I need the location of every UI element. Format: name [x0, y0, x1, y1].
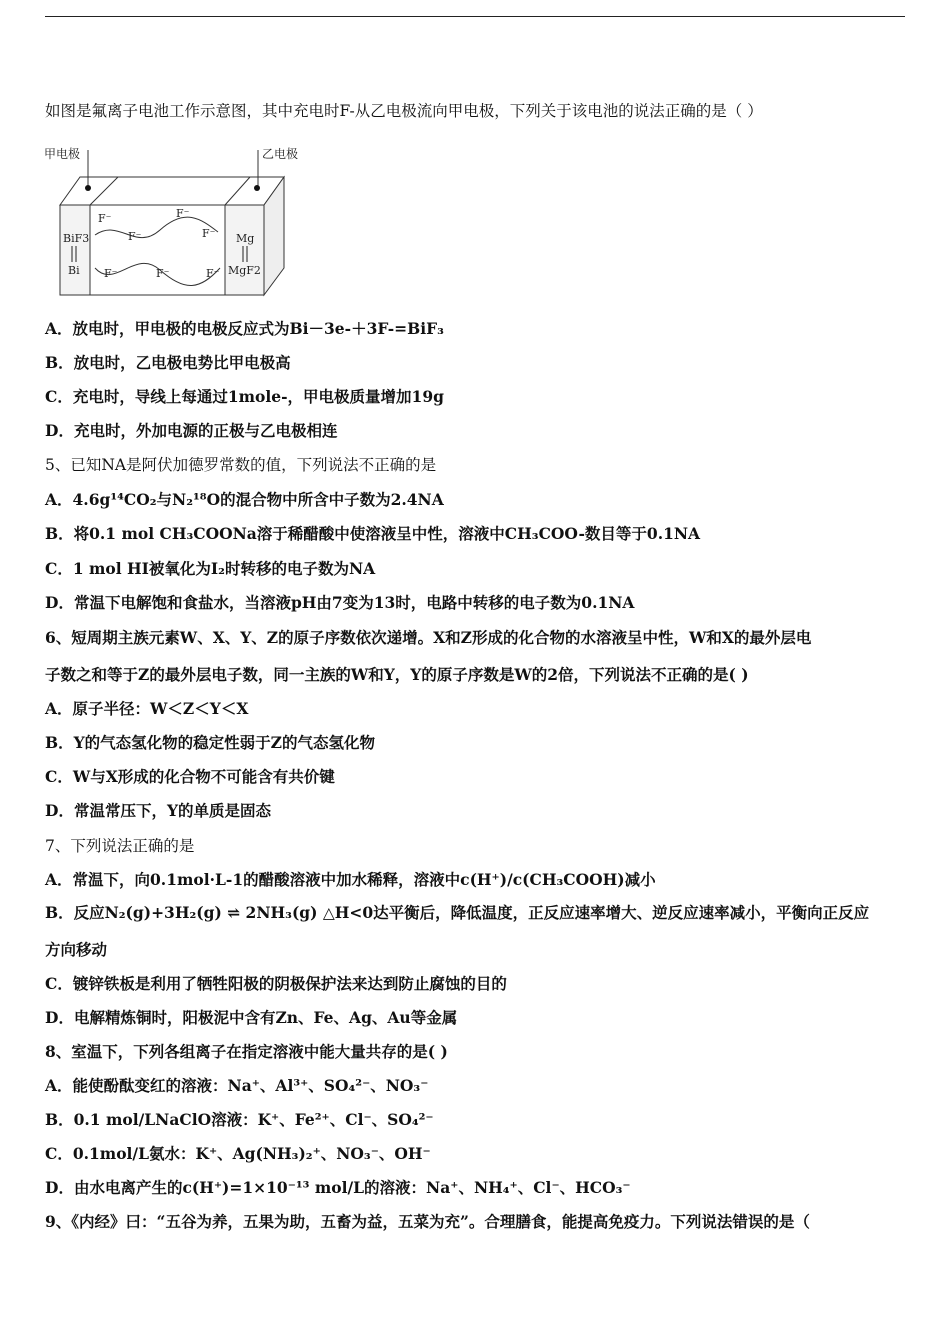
q8-option-b: B．0.1 mol/LNaClO溶液：K⁺、Fe²⁺、Cl⁻、SO₄²⁻ — [45, 1110, 434, 1129]
q6-stem-line2: 子数之和等于Z的最外层电子数，同一主族的W和Y，Y的原子序数是W的2倍，下列说法不正确的是( ) — [45, 665, 749, 684]
q7-option-a: A．常温下，向0.1mol·L-1的醋酸溶液中加水稀释，溶液中c(H⁺)/c(CH₃COOH)减小 — [45, 870, 656, 889]
ion-label-5: F⁻ — [104, 267, 118, 280]
terminal-dot-yi — [254, 185, 260, 191]
q7-option-b-line1: B．反应N₂(g)+3H₂(g) ⇌ 2NH₃(g) △H<0达平衡后，降低温度，正反应速率增大、逆反应速率减小，平衡向正反应 — [45, 903, 870, 922]
q6-option-b: B．Y的气态氢化物的稳定性弱于Z的气态氢化物 — [45, 733, 375, 752]
label-jia-electrode: 甲电极 — [44, 147, 81, 161]
q4-option-c: C．充电时，导线上每通过1mole-，甲电极质量增加19g — [45, 387, 444, 406]
q8-stem: 8、室温下，下列各组离子在指定溶液中能大量共存的是( ) — [45, 1042, 448, 1061]
ion-label-7: F⁻ — [206, 267, 220, 280]
q7-option-d: D．电解精炼铜时，阳极泥中含有Zn、Fe、Ag、Au等金属 — [45, 1008, 458, 1027]
q7-option-c: C．镀锌铁板是利用了牺牲阳极的阴极保护法来达到防止腐蚀的目的 — [45, 974, 507, 993]
ion-label-4: F⁻ — [202, 227, 216, 240]
q4-option-d: D．充电时，外加电源的正极与乙电极相连 — [45, 421, 338, 440]
terminal-dot-jia — [85, 185, 91, 191]
q8-option-c: C．0.1mol/L氨水：K⁺、Ag(NH₃)₂⁺、NO₃⁻、OH⁻ — [45, 1144, 431, 1163]
q6-stem-line1: 6、短周期主族元素W、X、Y、Z的原子序数依次递增。X和Z形成的化合物的水溶液呈中性，W和X的最外层电 — [45, 628, 812, 647]
q5-option-a: A．4.6g¹⁴CO₂与N₂¹⁸O的混合物中所含中子数为2.4NA — [45, 490, 444, 509]
label-mgf2: MgF2 — [228, 264, 261, 277]
q5-option-d: D．常温下电解饱和食盐水，当溶液pH由7变为13时，电路中转移的电子数为0.1NA — [45, 593, 635, 612]
q5-option-c: C．1 mol HI被氧化为I₂时转移的电子数为NA — [45, 559, 376, 578]
q6-option-d: D．常温常压下，Y的单质是固态 — [45, 801, 272, 820]
q7-stem: 7、下列说法正确的是 — [45, 837, 195, 855]
q5-stem: 5、已知NA是阿伏加德罗常数的值，下列说法不正确的是 — [45, 456, 437, 474]
q6-option-a: A．原子半径：W＜Z＜Y＜X — [45, 699, 249, 718]
q7-option-b-line2: 方向移动 — [45, 940, 108, 959]
q8-option-a: A．能使酚酞变红的溶液：Na⁺、Al³⁺、SO₄²⁻、NO₃⁻ — [45, 1076, 429, 1095]
battery-diagram — [40, 140, 320, 305]
label-bif3: BiF3 — [63, 232, 90, 245]
label-bi: Bi — [68, 264, 80, 277]
label-mg: Mg — [236, 232, 255, 245]
q4-option-a: A．放电时，甲电极的电极反应式为Bi－3e-＋3F-=BiF₃ — [45, 319, 444, 338]
ion-label-3: F⁻ — [176, 207, 190, 220]
top-rule — [45, 16, 905, 17]
q4-option-b: B．放电时，乙电极电势比甲电极高 — [45, 353, 291, 372]
ion-label-6: F⁻ — [156, 267, 170, 280]
label-yi-electrode: 乙电极 — [262, 147, 299, 161]
question-intro: 如图是氟离子电池工作示意图，其中充电时F-从乙电极流向甲电极，下列关于该电池的说法正确的是（ ） — [45, 102, 763, 120]
q8-option-d: D．由水电离产生的c(H⁺)=1×10⁻¹³ mol/L的溶液：Na⁺、NH₄⁺、Cl⁻、HCO₃⁻ — [45, 1178, 631, 1197]
ion-label-1: F⁻ — [98, 212, 112, 225]
q6-option-c: C．W与X形成的化合物不可能含有共价键 — [45, 767, 335, 786]
ion-label-2: F⁻ — [128, 230, 142, 243]
q5-option-b: B．将0.1 mol CH₃COONa溶于稀醋酸中使溶液呈中性，溶液中CH₃COO-数目等于0.1NA — [45, 524, 701, 543]
q9-stem: 9、《内经》曰：“五谷为养，五果为助，五畜为益，五菜为充”。合理膳食，能提高免疫力。下列说法错误的是（ — [45, 1212, 810, 1231]
